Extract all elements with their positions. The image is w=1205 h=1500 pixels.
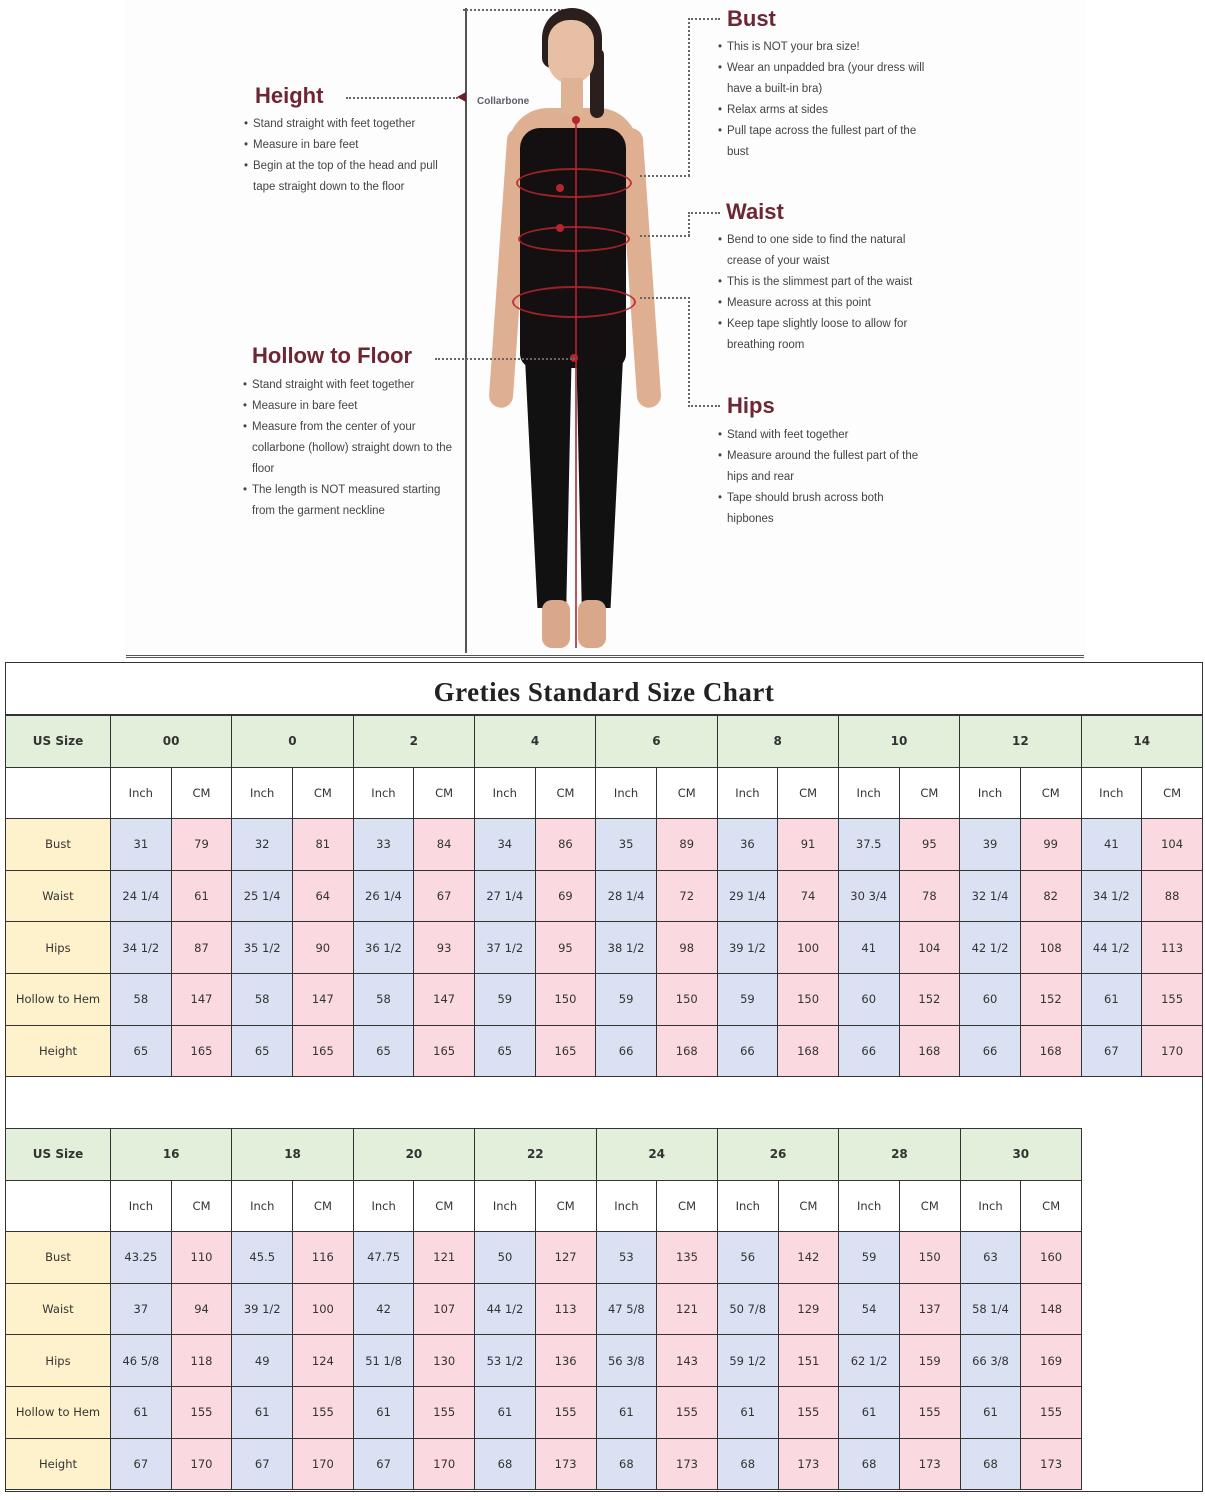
unit-inch: Inch xyxy=(232,1180,293,1232)
cm-cell: 143 xyxy=(657,1335,718,1387)
table-row xyxy=(6,1232,1082,1284)
cm-cell: 170 xyxy=(293,1438,354,1490)
cm-cell: 118 xyxy=(171,1335,232,1387)
cm-cell: 90 xyxy=(292,922,353,974)
unit-cm: CM xyxy=(414,767,475,819)
inch-cell: 33 xyxy=(353,819,414,871)
cm-cell: 147 xyxy=(171,973,232,1025)
inch-cell: 39 1/2 xyxy=(232,1283,293,1335)
unit-cm: CM xyxy=(1020,767,1081,819)
cm-cell: 147 xyxy=(292,973,353,1025)
waist-instructions: • Bend to one side to find the natural crease of your waist • This is the slimmest part of the waist • Measure across at this point • Keep tape slightly loose to allow for breathing room xyxy=(718,230,943,356)
inch-cell: 59 1/2 xyxy=(717,1335,778,1387)
inch-cell: 42 1/2 xyxy=(960,922,1021,974)
collarbone-label: Collarbone xyxy=(477,96,530,107)
inch-cell: 38 1/2 xyxy=(596,922,657,974)
inch-cell: 68 xyxy=(475,1438,536,1490)
cm-cell: 150 xyxy=(535,973,596,1025)
inch-cell: 28 1/4 xyxy=(596,870,657,922)
cm-cell: 130 xyxy=(414,1335,475,1387)
cm-cell: 173 xyxy=(535,1438,596,1490)
table-spacer xyxy=(6,1077,1202,1129)
row-label: Height xyxy=(6,1025,111,1077)
cm-cell: 170 xyxy=(1142,1025,1203,1077)
cm-cell: 81 xyxy=(292,819,353,871)
cm-cell: 155 xyxy=(293,1386,354,1438)
inch-cell: 65 xyxy=(111,1025,172,1077)
cm-cell: 124 xyxy=(293,1335,354,1387)
size-header-row xyxy=(6,716,1203,768)
cm-cell: 86 xyxy=(535,819,596,871)
size-chart xyxy=(5,662,1203,1492)
cm-cell: 170 xyxy=(171,1438,232,1490)
height-title: Height xyxy=(255,83,324,108)
inch-cell: 61 xyxy=(232,1386,293,1438)
cm-cell: 84 xyxy=(414,819,475,871)
inch-cell: 61 xyxy=(353,1386,414,1438)
hips-title: Hips xyxy=(727,393,775,418)
row-label: Hollow to Hem xyxy=(6,1386,111,1438)
row-label: Hollow to Hem xyxy=(6,973,111,1025)
cm-cell: 129 xyxy=(778,1283,839,1335)
inch-cell: 35 1/2 xyxy=(232,922,293,974)
waist-title: Waist xyxy=(726,199,784,224)
table-row xyxy=(6,870,1203,922)
row-label: Waist xyxy=(6,870,111,922)
waist-ring xyxy=(518,226,630,252)
cm-cell: 165 xyxy=(171,1025,232,1077)
cm-cell: 155 xyxy=(899,1386,960,1438)
cm-cell: 121 xyxy=(657,1283,718,1335)
inch-cell: 65 xyxy=(353,1025,414,1077)
cm-cell: 93 xyxy=(414,922,475,974)
unit-inch: Inch xyxy=(839,1180,900,1232)
inch-cell: 51 1/8 xyxy=(353,1335,414,1387)
inch-cell: 62 1/2 xyxy=(839,1335,900,1387)
cm-cell: 173 xyxy=(778,1438,839,1490)
inch-cell: 37 xyxy=(111,1283,172,1335)
cm-cell: 137 xyxy=(899,1283,960,1335)
inch-cell: 61 xyxy=(717,1386,778,1438)
row-label: Waist xyxy=(6,1283,111,1335)
unit-inch: Inch xyxy=(596,1180,657,1232)
inch-cell: 58 1/4 xyxy=(960,1283,1021,1335)
size-header: 30 xyxy=(960,1129,1081,1181)
inch-cell: 68 xyxy=(596,1438,657,1490)
inch-cell: 29 1/4 xyxy=(717,870,778,922)
size-header: 14 xyxy=(1081,716,1203,768)
cm-cell: 165 xyxy=(292,1025,353,1077)
us-size-label: US Size xyxy=(6,716,111,768)
unit-cm: CM xyxy=(535,767,596,819)
inch-cell: 60 xyxy=(838,973,899,1025)
size-table-2 xyxy=(5,1128,1082,1490)
height-arrow-icon xyxy=(457,92,466,102)
figure-floor-line xyxy=(126,655,1084,658)
cm-cell: 64 xyxy=(292,870,353,922)
unit-inch: Inch xyxy=(838,767,899,819)
inch-cell: 59 xyxy=(596,973,657,1025)
inch-cell: 65 xyxy=(232,1025,293,1077)
unit-inch: Inch xyxy=(232,767,293,819)
cm-cell: 173 xyxy=(657,1438,718,1490)
cm-cell: 104 xyxy=(899,922,960,974)
unit-cm: CM xyxy=(171,767,232,819)
cm-cell: 165 xyxy=(535,1025,596,1077)
inch-cell: 31 xyxy=(111,819,172,871)
cm-cell: 151 xyxy=(778,1335,839,1387)
size-header: 28 xyxy=(839,1129,960,1181)
bust-ring xyxy=(516,168,632,198)
cm-cell: 87 xyxy=(171,922,232,974)
table-row xyxy=(6,973,1203,1025)
inch-cell: 59 xyxy=(717,973,778,1025)
cm-cell: 110 xyxy=(171,1232,232,1284)
inch-cell: 61 xyxy=(111,1386,172,1438)
unit-cm: CM xyxy=(899,767,960,819)
bust-instructions: • This is NOT your bra size! • Wear an unpadded bra (your dress will have a built-in bra) • Relax arms at sides • Pull tape across the fullest part of the bust xyxy=(718,37,928,163)
inch-cell: 27 1/4 xyxy=(474,870,535,922)
cm-cell: 67 xyxy=(414,870,475,922)
inch-cell: 61 xyxy=(960,1386,1021,1438)
unit-inch: Inch xyxy=(111,1180,172,1232)
table-row xyxy=(6,1438,1082,1490)
unit-inch: Inch xyxy=(596,767,657,819)
size-header: 0 xyxy=(232,716,353,768)
inch-cell: 54 xyxy=(839,1283,900,1335)
row-label: Bust xyxy=(6,1232,111,1284)
unit-cm: CM xyxy=(656,767,717,819)
cm-cell: 155 xyxy=(778,1386,839,1438)
cm-cell: 173 xyxy=(1021,1438,1082,1490)
unit-cm: CM xyxy=(778,1180,839,1232)
cm-cell: 61 xyxy=(171,870,232,922)
inch-cell: 61 xyxy=(596,1386,657,1438)
size-header: 18 xyxy=(232,1129,353,1181)
cm-cell: 100 xyxy=(293,1283,354,1335)
unit-row xyxy=(6,767,1203,819)
unit-inch: Inch xyxy=(960,767,1021,819)
row-label: Hips xyxy=(6,922,111,974)
cm-cell: 150 xyxy=(899,1232,960,1284)
cm-cell: 155 xyxy=(1142,973,1203,1025)
inch-cell: 45.5 xyxy=(232,1232,293,1284)
unit-inch: Inch xyxy=(475,1180,536,1232)
inch-cell: 61 xyxy=(1081,973,1142,1025)
size-header: 20 xyxy=(353,1129,474,1181)
cm-cell: 155 xyxy=(657,1386,718,1438)
inch-cell: 67 xyxy=(111,1438,172,1490)
table-row xyxy=(6,1283,1082,1335)
inch-cell: 65 xyxy=(474,1025,535,1077)
table-row xyxy=(6,819,1203,871)
inch-cell: 68 xyxy=(839,1438,900,1490)
cm-cell: 173 xyxy=(899,1438,960,1490)
height-measure-line xyxy=(465,8,467,653)
hollow-to-floor-title: Hollow to Floor xyxy=(252,343,413,368)
unit-inch: Inch xyxy=(353,767,414,819)
cm-cell: 168 xyxy=(778,1025,839,1077)
unit-inch: Inch xyxy=(1081,767,1142,819)
cm-cell: 78 xyxy=(899,870,960,922)
cm-cell: 89 xyxy=(656,819,717,871)
inch-cell: 30 3/4 xyxy=(838,870,899,922)
cm-cell: 108 xyxy=(1020,922,1081,974)
unit-inch: Inch xyxy=(960,1180,1021,1232)
cm-cell: 142 xyxy=(778,1232,839,1284)
cm-cell: 82 xyxy=(1020,870,1081,922)
hips-instructions: • Stand with feet together • Measure around the fullest part of the hips and rear • Tape should brush across both hipbones xyxy=(718,425,928,530)
hollow-dash xyxy=(435,358,575,360)
cm-cell: 107 xyxy=(414,1283,475,1335)
cm-cell: 152 xyxy=(899,973,960,1025)
inch-cell: 66 xyxy=(717,1025,778,1077)
unit-inch: Inch xyxy=(353,1180,414,1232)
unit-row xyxy=(6,1180,1082,1232)
cm-cell: 169 xyxy=(1021,1335,1082,1387)
row-label: Hips xyxy=(6,1335,111,1387)
unit-cm: CM xyxy=(1021,1180,1082,1232)
inch-cell: 44 1/2 xyxy=(475,1283,536,1335)
hollow-to-floor-instructions: • Stand straight with feet together • Measure in bare feet • Measure from the center of your collarbone (hollow) straight down to the floor • The length is NOT measured starting from the garment neckline xyxy=(243,375,463,522)
cm-cell: 155 xyxy=(171,1386,232,1438)
inch-cell: 42 xyxy=(353,1283,414,1335)
hips-ring xyxy=(512,286,636,318)
cm-cell: 150 xyxy=(656,973,717,1025)
cm-cell: 99 xyxy=(1020,819,1081,871)
inch-cell: 66 xyxy=(838,1025,899,1077)
inch-cell: 37 1/2 xyxy=(474,922,535,974)
unit-cm: CM xyxy=(778,767,839,819)
height-dash xyxy=(346,97,458,99)
inch-cell: 47 5/8 xyxy=(596,1283,657,1335)
cm-cell: 135 xyxy=(657,1232,718,1284)
inch-cell: 41 xyxy=(1081,819,1142,871)
inch-cell: 67 xyxy=(232,1438,293,1490)
unit-cm: CM xyxy=(535,1180,596,1232)
inch-cell: 63 xyxy=(960,1232,1021,1284)
cm-cell: 150 xyxy=(778,973,839,1025)
inch-cell: 47.75 xyxy=(353,1232,414,1284)
cm-cell: 168 xyxy=(1020,1025,1081,1077)
table-row xyxy=(6,1386,1082,1438)
size-header: 10 xyxy=(838,716,959,768)
inch-cell: 61 xyxy=(839,1386,900,1438)
inch-cell: 56 xyxy=(717,1232,778,1284)
hips-vdash xyxy=(688,297,690,407)
size-header: 26 xyxy=(717,1129,838,1181)
unit-inch: Inch xyxy=(111,767,172,819)
cm-cell: 147 xyxy=(414,973,475,1025)
cm-cell: 168 xyxy=(656,1025,717,1077)
inch-cell: 37.5 xyxy=(838,819,899,871)
inch-cell: 66 xyxy=(596,1025,657,1077)
cm-cell: 148 xyxy=(1021,1283,1082,1335)
size-header: 16 xyxy=(111,1129,232,1181)
inch-cell: 34 1/2 xyxy=(1081,870,1142,922)
size-header-row xyxy=(6,1129,1082,1181)
row-label: Bust xyxy=(6,819,111,871)
inch-cell: 67 xyxy=(1081,1025,1142,1077)
cm-cell: 155 xyxy=(1021,1386,1082,1438)
size-header: 4 xyxy=(474,716,595,768)
cm-cell: 72 xyxy=(656,870,717,922)
unit-cm: CM xyxy=(292,767,353,819)
size-header: 24 xyxy=(596,1129,717,1181)
cm-cell: 95 xyxy=(899,819,960,871)
inch-cell: 68 xyxy=(960,1438,1021,1490)
cm-cell: 121 xyxy=(414,1232,475,1284)
cm-cell: 88 xyxy=(1142,870,1203,922)
inch-cell: 58 xyxy=(111,973,172,1025)
inch-cell: 50 7/8 xyxy=(717,1283,778,1335)
cm-cell: 100 xyxy=(778,922,839,974)
cm-cell: 168 xyxy=(899,1025,960,1077)
inch-cell: 39 1/2 xyxy=(717,922,778,974)
cm-cell: 113 xyxy=(535,1283,596,1335)
inch-cell: 58 xyxy=(353,973,414,1025)
inch-cell: 61 xyxy=(475,1386,536,1438)
unit-inch: Inch xyxy=(474,767,535,819)
unit-inch: Inch xyxy=(717,1180,778,1232)
cm-cell: 69 xyxy=(535,870,596,922)
cm-cell: 98 xyxy=(656,922,717,974)
inch-cell: 68 xyxy=(717,1438,778,1490)
inch-cell: 56 3/8 xyxy=(596,1335,657,1387)
inch-cell: 24 1/4 xyxy=(111,870,172,922)
cm-cell: 152 xyxy=(1020,973,1081,1025)
waist-vdash xyxy=(688,212,690,236)
inch-cell: 26 1/4 xyxy=(353,870,414,922)
inch-cell: 66 xyxy=(960,1025,1021,1077)
inch-cell: 66 3/8 xyxy=(960,1335,1021,1387)
cm-cell: 160 xyxy=(1021,1232,1082,1284)
inch-cell: 53 1/2 xyxy=(475,1335,536,1387)
us-size-label: US Size xyxy=(6,1129,111,1181)
cm-cell: 91 xyxy=(778,819,839,871)
inch-cell: 34 1/2 xyxy=(111,922,172,974)
unit-cm: CM xyxy=(1142,767,1203,819)
size-header: 22 xyxy=(475,1129,596,1181)
cm-cell: 79 xyxy=(171,819,232,871)
inch-cell: 32 xyxy=(232,819,293,871)
inch-cell: 46 5/8 xyxy=(111,1335,172,1387)
size-header: 12 xyxy=(960,716,1081,768)
inch-cell: 59 xyxy=(839,1232,900,1284)
cm-cell: 155 xyxy=(535,1386,596,1438)
inch-cell: 39 xyxy=(960,819,1021,871)
inch-cell: 35 xyxy=(596,819,657,871)
inch-cell: 59 xyxy=(474,973,535,1025)
table-row xyxy=(6,1025,1203,1077)
unit-inch: Inch xyxy=(717,767,778,819)
cm-cell: 165 xyxy=(414,1025,475,1077)
size-header: 6 xyxy=(596,716,717,768)
inch-cell: 41 xyxy=(838,922,899,974)
inch-cell: 58 xyxy=(232,973,293,1025)
cm-cell: 95 xyxy=(535,922,596,974)
cm-cell: 74 xyxy=(778,870,839,922)
size-header: 2 xyxy=(353,716,474,768)
inch-cell: 43.25 xyxy=(111,1232,172,1284)
inch-cell: 53 xyxy=(596,1232,657,1284)
unit-cm: CM xyxy=(414,1180,475,1232)
cm-cell: 113 xyxy=(1142,922,1203,974)
unit-cm: CM xyxy=(171,1180,232,1232)
inch-cell: 32 1/4 xyxy=(960,870,1021,922)
cm-cell: 155 xyxy=(414,1386,475,1438)
cm-cell: 159 xyxy=(899,1335,960,1387)
size-header: 8 xyxy=(717,716,838,768)
inch-cell: 49 xyxy=(232,1335,293,1387)
size-header: 00 xyxy=(111,716,232,768)
size-table-1 xyxy=(5,715,1203,1077)
inch-cell: 36 1/2 xyxy=(353,922,414,974)
height-instructions: • Stand straight with feet together • Measure in bare feet • Begin at the top of the head and pull tape straight down to the floor xyxy=(244,114,454,198)
row-label: Height xyxy=(6,1438,111,1490)
inch-cell: 50 xyxy=(475,1232,536,1284)
cm-cell: 104 xyxy=(1142,819,1203,871)
bust-title: Bust xyxy=(727,6,776,31)
inch-cell: 25 1/4 xyxy=(232,870,293,922)
cm-cell: 94 xyxy=(171,1283,232,1335)
table-row xyxy=(6,922,1203,974)
inch-cell: 36 xyxy=(717,819,778,871)
cm-cell: 127 xyxy=(535,1232,596,1284)
unit-cm: CM xyxy=(657,1180,718,1232)
bust-vdash xyxy=(688,18,690,176)
inch-cell: 34 xyxy=(474,819,535,871)
size-chart-title: Greties Standard Size Chart xyxy=(6,663,1202,715)
unit-cm: CM xyxy=(899,1180,960,1232)
unit-cm: CM xyxy=(293,1180,354,1232)
inch-cell: 60 xyxy=(960,973,1021,1025)
cm-cell: 170 xyxy=(414,1438,475,1490)
cm-cell: 116 xyxy=(293,1232,354,1284)
inch-cell: 44 1/2 xyxy=(1081,922,1142,974)
cm-cell: 136 xyxy=(535,1335,596,1387)
table-row xyxy=(6,1335,1082,1387)
inch-cell: 67 xyxy=(353,1438,414,1490)
